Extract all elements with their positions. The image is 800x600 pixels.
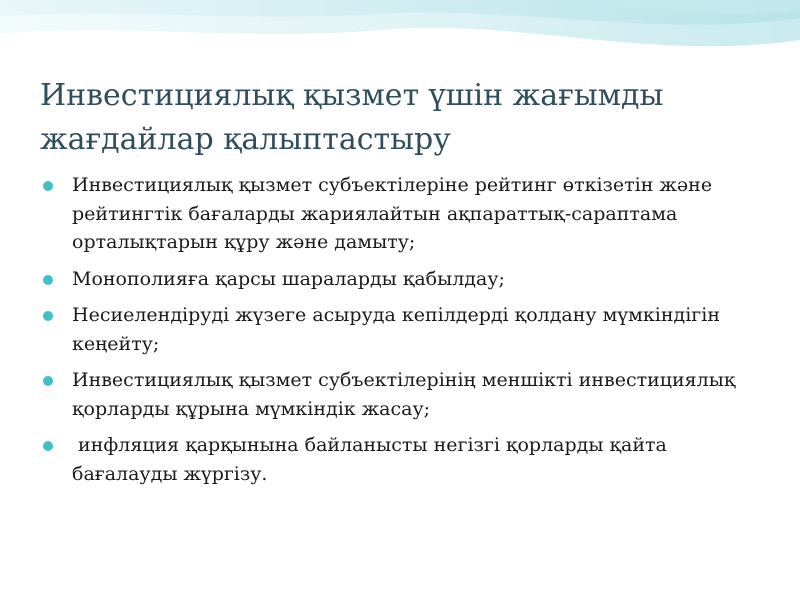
bullet-item	[40, 301, 760, 358]
bullet-dot-icon	[43, 311, 53, 321]
bullet-dot-icon	[43, 275, 53, 285]
bullet-item	[40, 265, 760, 294]
bullet-text: Монополияға қарсы шараларды қабылдау;	[72, 267, 505, 290]
bullet-item	[40, 366, 760, 423]
bullet-text: Несиелендіруді жүзеге асыруда кепілдерді қолдану мүмкіндігін кеңейту;	[72, 304, 727, 355]
bullet-text: Инвестициялық қызмет субъектілерінің меншікті инвестициялық қорларды құрына мүмкіндік жасау;	[72, 369, 742, 420]
bullet-item	[40, 431, 760, 488]
bullet-text: инфляция қарқынына байланысты негізгі қорларды қайта бағалауды жүргізу.	[72, 434, 673, 485]
bullet-dot-icon	[43, 181, 53, 191]
bullet-text: Инвестициялық қызмет субъектілеріне рейтинг өткізетін және рейтингтік бағаларды жариялайтын ақпараттық-сараптама орталықтарын құру және дамыту;	[72, 174, 719, 253]
decorative-wave-header	[0, 0, 800, 80]
bullet-list	[40, 171, 760, 496]
bullet-item	[40, 171, 760, 257]
slide-title: Инвестициялық қызмет үшін жағымды жағдайлар қалыптастыру	[40, 78, 664, 157]
bullet-dot-icon	[43, 441, 53, 451]
bullet-dot-icon	[43, 376, 53, 386]
